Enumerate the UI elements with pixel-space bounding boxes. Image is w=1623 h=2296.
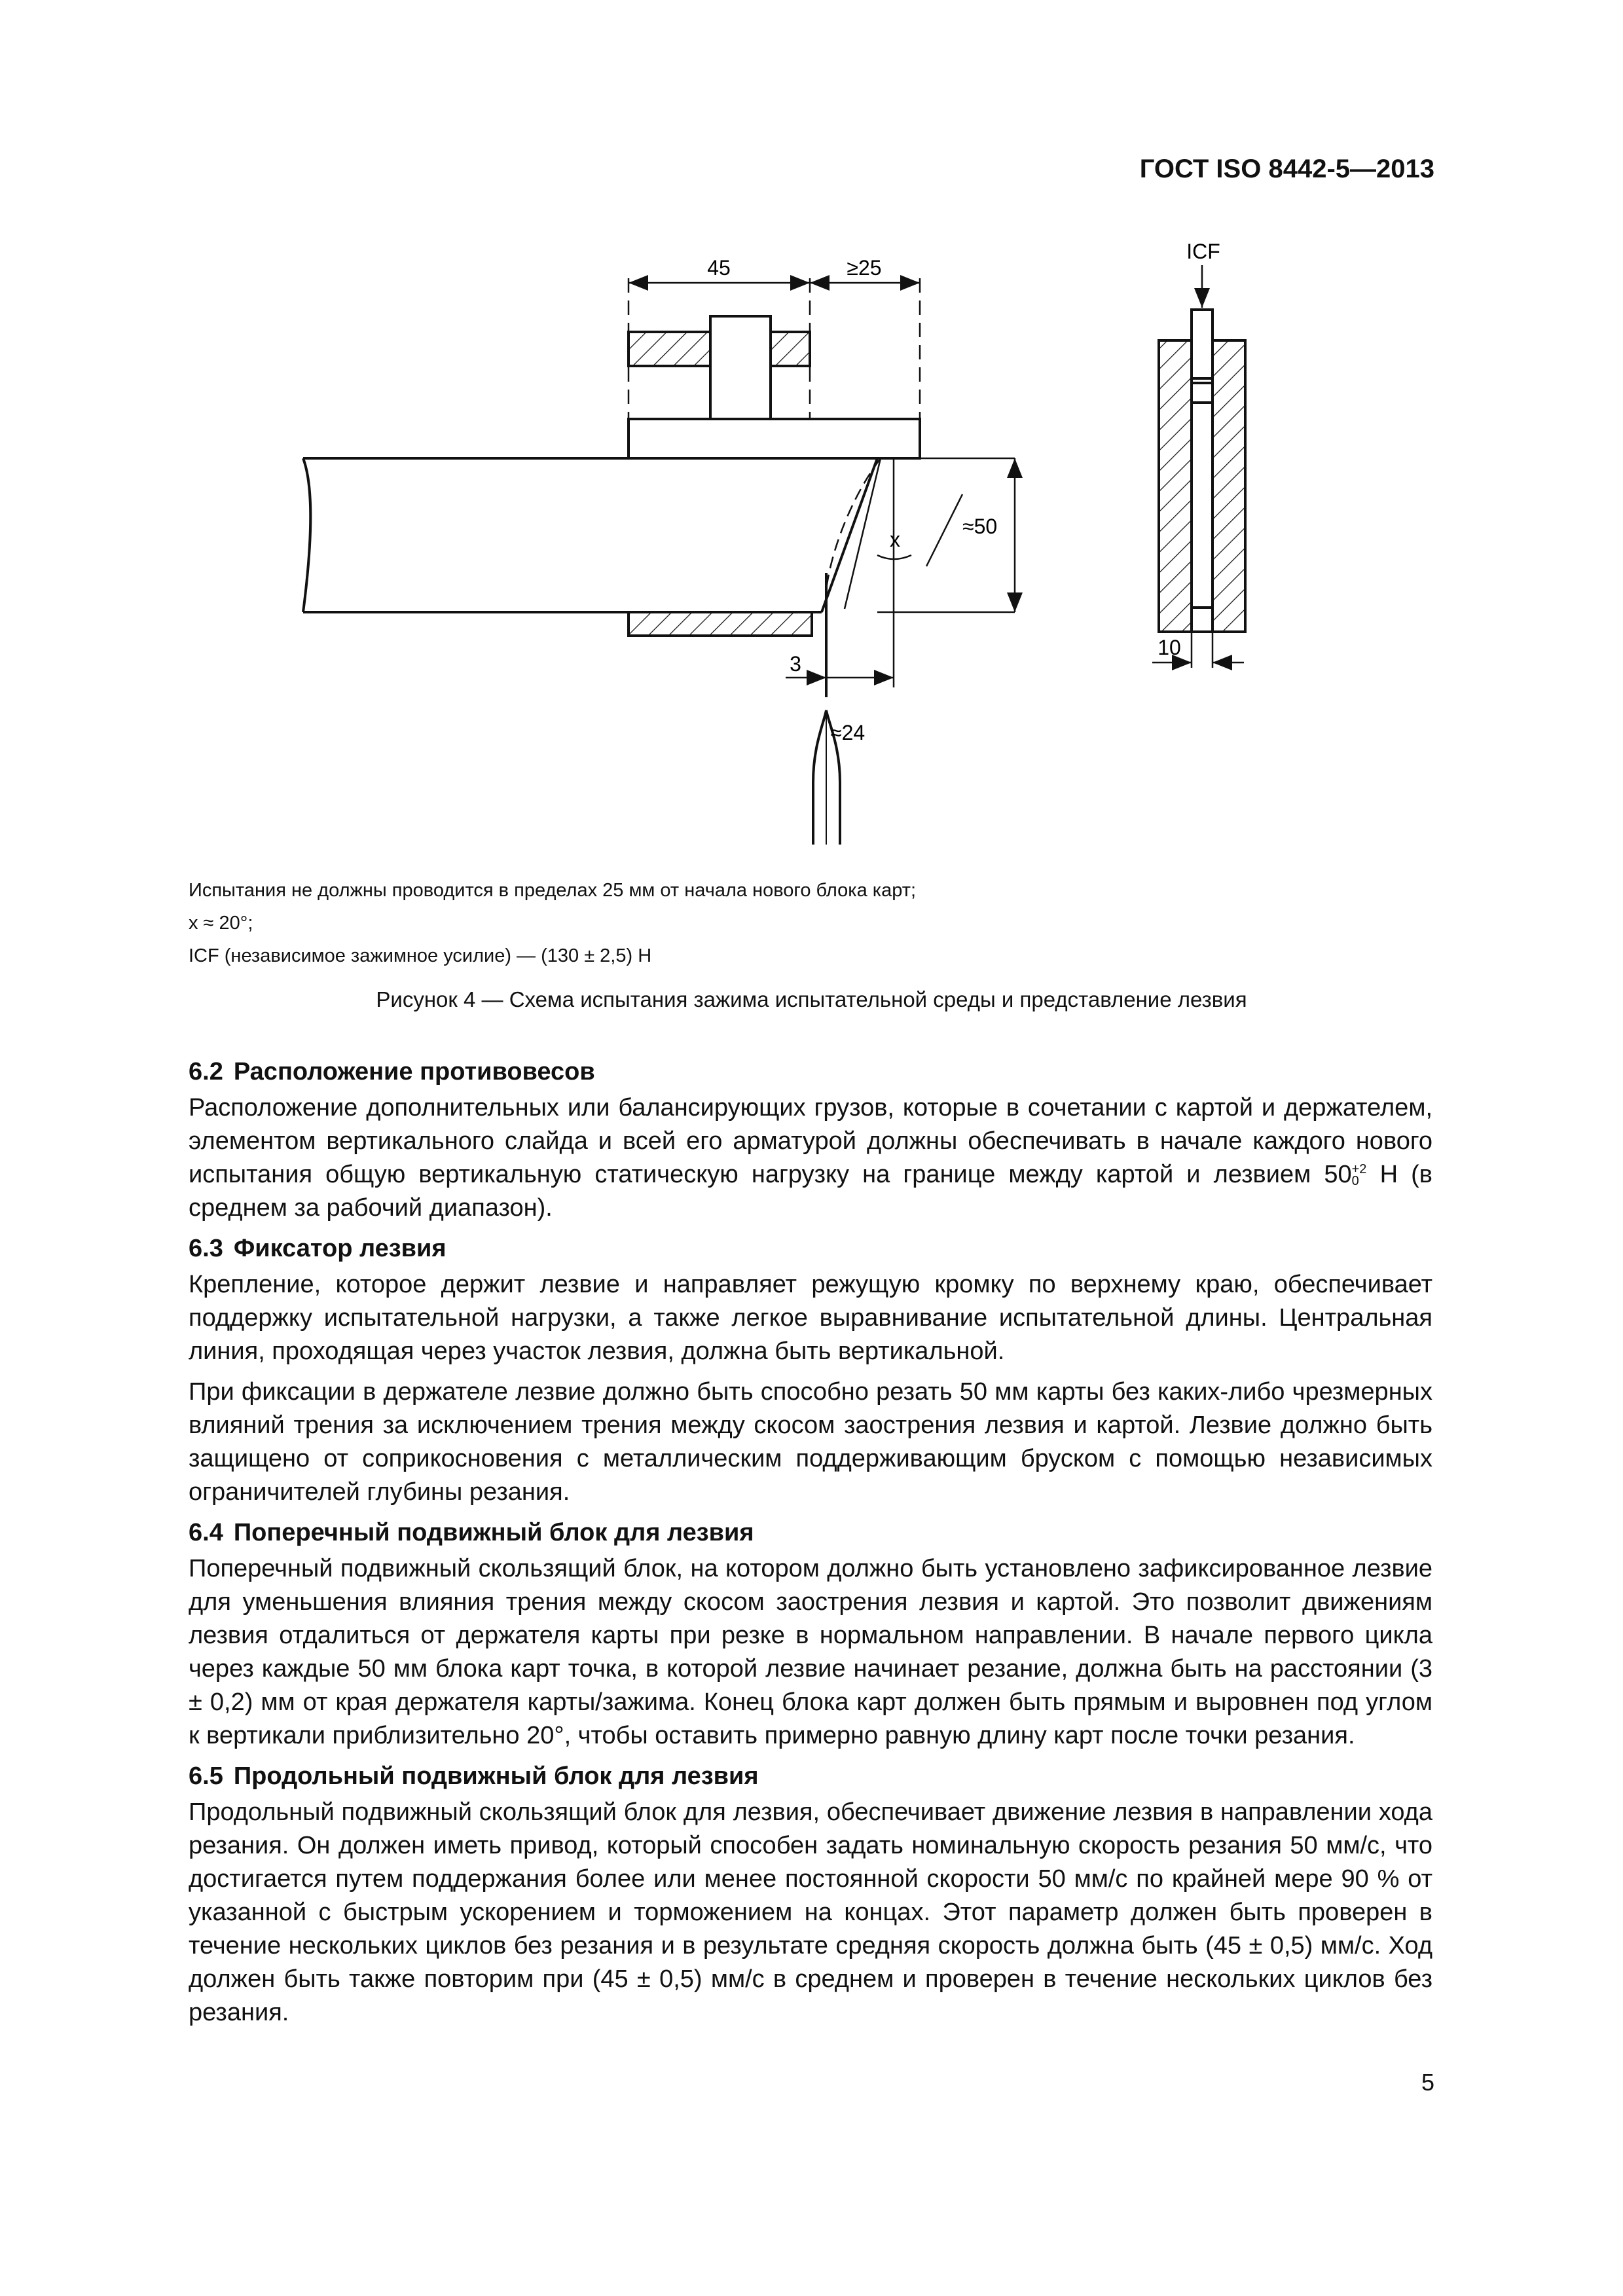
figure-note: ICF (независимое зажимное усилие) — (130 ± 2,5) Н (189, 945, 652, 966)
side-card-body (1192, 378, 1213, 608)
dim-10-label: 10 (1158, 636, 1181, 659)
main-text (189, 1055, 1432, 2037)
card-holder-top-plate (629, 419, 920, 458)
support-plate (629, 612, 812, 636)
dim-24-label: ≈24 (830, 721, 866, 744)
section-paragraph: При фиксации в держателе лезвие должно быть способно резать 50 мм карты без каких-либо чрезмерных влияний трения за исключением трения между скосом заострения лезвия и картой. Лезвие должно быть защищено от соприкосновения с металлическим поддерживающим бруском с помощью независимых ограничителей глубины резания. (189, 1378, 1432, 1506)
dim-50-label: ≈50 (962, 515, 998, 538)
tolerance: +2 0 (1351, 1162, 1367, 1188)
figure-note: x ≈ 20°; (189, 913, 253, 934)
card-block (303, 458, 877, 612)
page-number: 5 (1421, 2069, 1434, 2096)
dim-3-label: 3 (790, 652, 801, 676)
section-heading: 6.5 Продольный подвижный блок для лезвия (189, 1762, 759, 1790)
section-6-2 (189, 1055, 1432, 1225)
side-pin-top (1192, 310, 1213, 378)
clamp-bar-right (771, 332, 810, 366)
clamp-bar-left (629, 332, 710, 366)
test-scheme-figure (0, 0, 1623, 871)
icf-label: ICF (1186, 240, 1220, 263)
dim-45-label: 45 (707, 256, 731, 280)
section-heading: 6.2 Расположение противовесов (189, 1058, 595, 1085)
section-paragraph: Расположение дополнительных или балансирующих грузов, которые в сочетании с картой и держателем, элементом вертикального слайда и всей его арматурой должны обеспечивать в начале каждого нового испытания общую вертикальную статическую нагрузку на границе между картой и лезвием 50 +2 0 Н (в среднем за рабочий диапазон). (189, 1094, 1432, 1222)
section-heading: 6.3 Фиксатор лезвия (189, 1235, 447, 1262)
side-pin-mid (1192, 383, 1213, 403)
figure-note: Испытания не должны проводится в пределах 25 мм от начала нового блока карт; (189, 880, 917, 901)
section-6-5 (189, 1760, 1432, 2030)
section-paragraph: Крепление, которое держит лезвие и направляет режущую кромку по верхнему краю, обеспечивает поддержку испытательной нагрузки, а также легкое выравнивание испытательной длины. Центральная линия, проходящая через участок лезвия, должна быть вертикальной. (189, 1271, 1432, 1365)
side-clamp-left (1159, 340, 1192, 632)
clamp-pin (710, 316, 771, 419)
section-heading: 6.4 Поперечный подвижный блок для лезвия (189, 1519, 754, 1546)
section-paragraph: Поперечный подвижный скользящий блок, на котором должно быть установлено зафиксированное лезвие для уменьшения влияния трения между скосом заострения лезвия и картой. Это позволит движениям лезвия отдалиться от держателя карты при резке в нормальном направлении. В начале первого цикла через каждые 50 мм блока карт точка, в которой лезвие начинает резание, должна быть на расстоянии (3 ± 0,2) мм от края держателя карты/зажима. Конец блока карт должен быть прямым и выровнен под углом к вертикали приблизительно 20°, чтобы оставить примерно равную длину карт после точки резания. (189, 1555, 1432, 1749)
side-clamp-right (1213, 340, 1245, 632)
section-paragraph: Продольный подвижный скользящий блок для лезвия, обеспечивает движение лезвия в направлении хода резания. Он должен иметь привод, который способен задать номинальную скорость резания 50 мм/с, что достигается путем поддержания более или менее постоянной скорости 50 мм/с по крайней мере 90 % от указанной с быстрым ускорением и торможением на концах. Этот параметр должен быть проверен в течение нескольких циклов без резания и в результате средняя скорость должна быть (45 ± 0,5) мм/с. Ход должен быть также повторим при (45 ± 0,5) мм/с в среднем и проверен в течение нескольких циклов без резания. (189, 1798, 1432, 2026)
dim-25-label: ≥25 (847, 256, 882, 280)
section-6-4 (189, 1516, 1432, 1753)
figure-caption: Рисунок 4 — Схема испытания зажима испытательной среды и представление лезвия (376, 987, 1247, 1011)
section-6-3 (189, 1232, 1432, 1509)
angle-x-label: x (890, 528, 900, 551)
document-header: ГОСТ ISO 8442-5—2013 (1139, 155, 1434, 183)
figure-notes (189, 874, 916, 972)
